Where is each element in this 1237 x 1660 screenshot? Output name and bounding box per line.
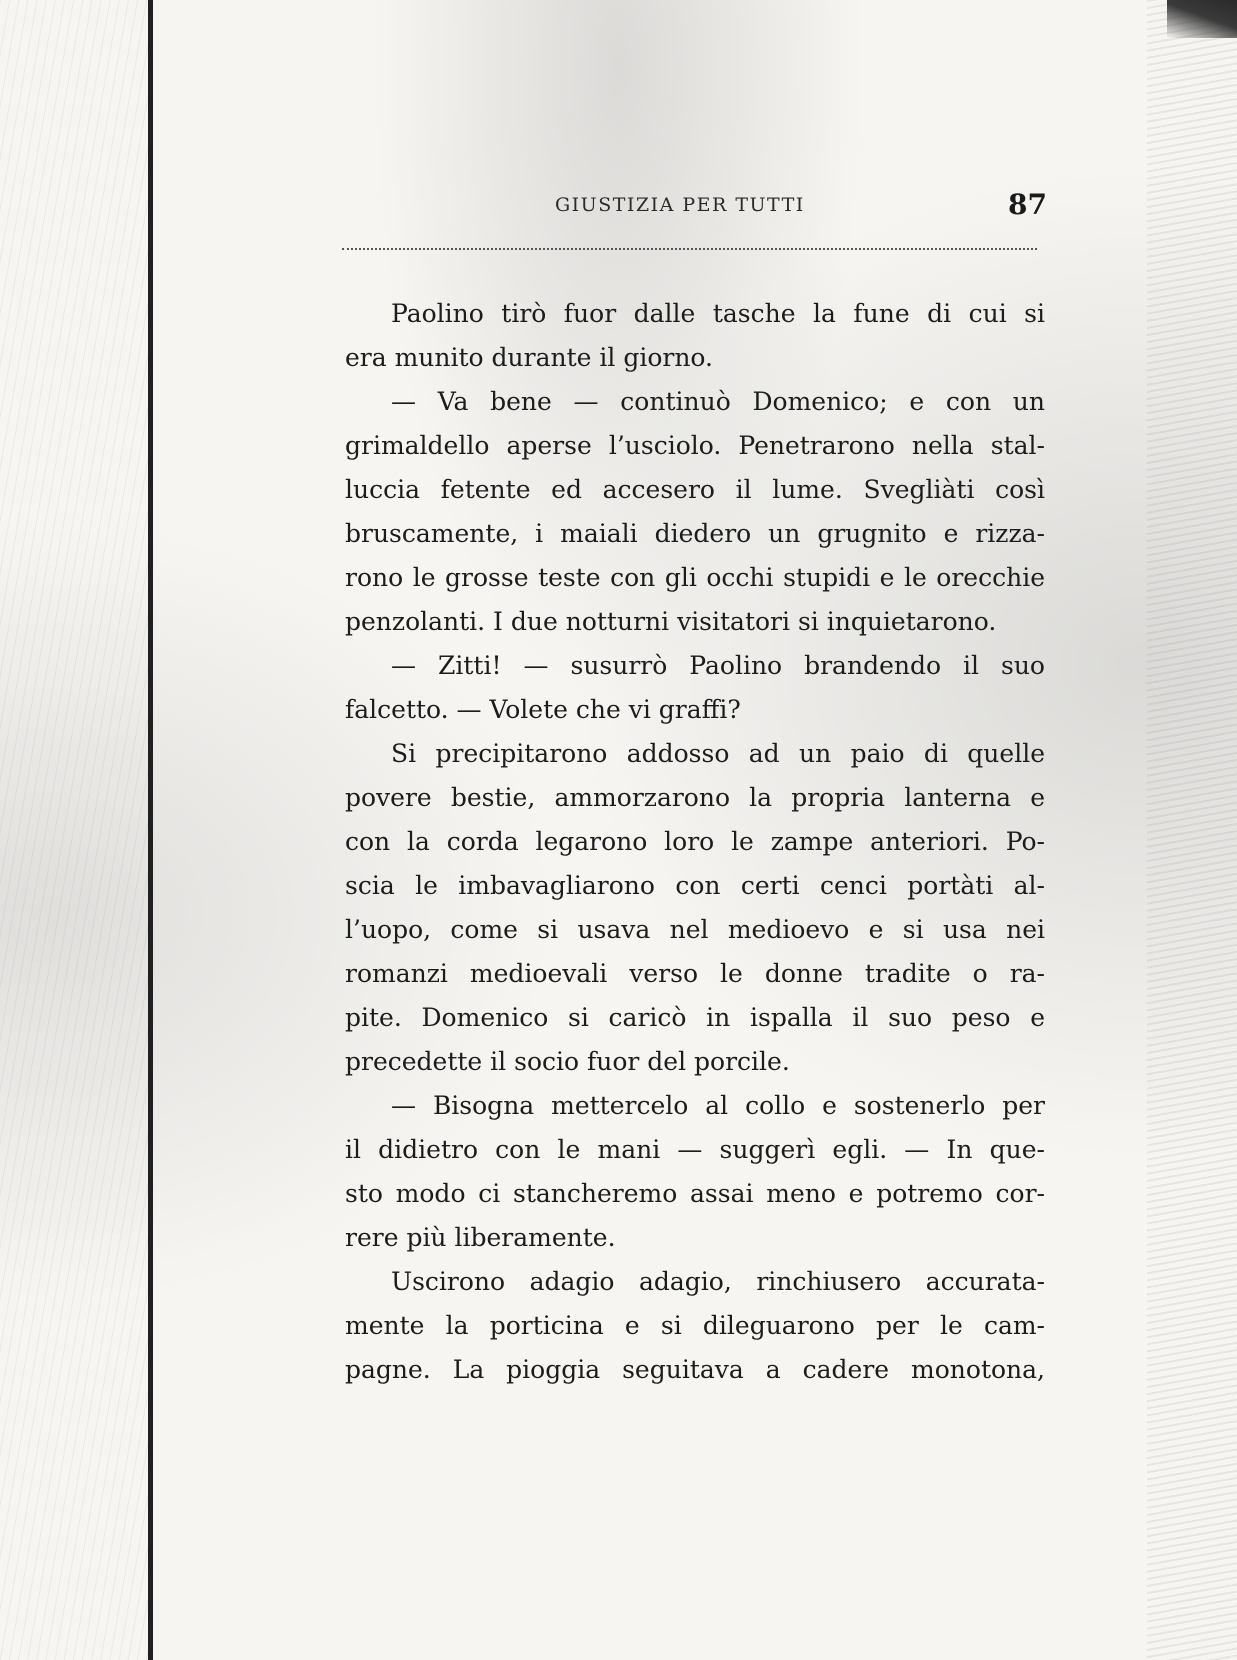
text-line: con la corda legarono loro le zampe anteriori. Po- [345, 827, 1045, 856]
text-line: Uscirono adagio adagio, rinchiusero accurata- [391, 1267, 1045, 1296]
header-dotted-rule [342, 248, 1037, 250]
right-margin-noise [1147, 0, 1237, 1660]
text-line: il didietro con le mani — suggerì egli. — In que- [345, 1135, 1045, 1164]
page-number: 87 [1008, 188, 1047, 221]
text-line: grimaldello aperse l’usciolo. Penetrarono nella stal- [345, 431, 1045, 460]
text-line: era munito durante il giorno. [345, 343, 713, 372]
text-line: scia le imbavagliarono con certi cenci portàti al- [345, 871, 1045, 900]
text-line: rono le grosse teste con gli occhi stupidi e le orecchie [345, 563, 1045, 592]
text-line: penzolanti. I due notturni visitatori si inquietarono. [345, 607, 997, 636]
text-line: sto modo ci stancheremo assai meno e potremo cor- [345, 1179, 1045, 1208]
text-line: — Va bene — continuò Domenico; e con un [391, 387, 1045, 416]
text-line: precedette il socio fuor del porcile. [345, 1047, 790, 1076]
body-text [345, 292, 1045, 1392]
text-line: Si precipitarono addosso ad un paio di quelle [391, 739, 1045, 768]
text-line: romanzi medioevali verso le donne tradite o ra- [345, 959, 1045, 988]
text-line: mente la porticina e si dileguarono per le cam- [345, 1311, 1045, 1340]
text-line: bruscamente, i maiali diedero un grugnito e rizza- [345, 519, 1045, 548]
text-line: falcetto. — Volete che vi graffi? [345, 695, 741, 724]
text-line: luccia fetente ed accesero il lume. Svegliàti così [345, 475, 1045, 504]
left-margin-noise [0, 0, 150, 1660]
text-line: — Zitti! — susurrò Paolino brandendo il suo [391, 651, 1045, 680]
text-line: l’uopo, come si usava nel medioevo e si usa nei [345, 915, 1045, 944]
running-title: GIUSTIZIA PER TUTTI [555, 194, 805, 216]
text-line: — Bisogna mettercelo al collo e sostenerlo per [391, 1091, 1045, 1120]
text-line: rere più liberamente. [345, 1223, 616, 1252]
text-line: pagne. La pioggia seguitava a cadere monotona, [345, 1355, 1045, 1384]
text-line: pite. Domenico si caricò in ispalla il suo peso e [345, 1003, 1045, 1032]
corner-scan-shadow [1167, 0, 1237, 38]
text-line: povere bestie, ammorzarono la propria lanterna e [345, 783, 1045, 812]
running-head [340, 188, 1047, 228]
binding-gutter-line [148, 0, 153, 1660]
text-line: Paolino tirò fuor dalle tasche la fune di cui si [391, 299, 1045, 328]
